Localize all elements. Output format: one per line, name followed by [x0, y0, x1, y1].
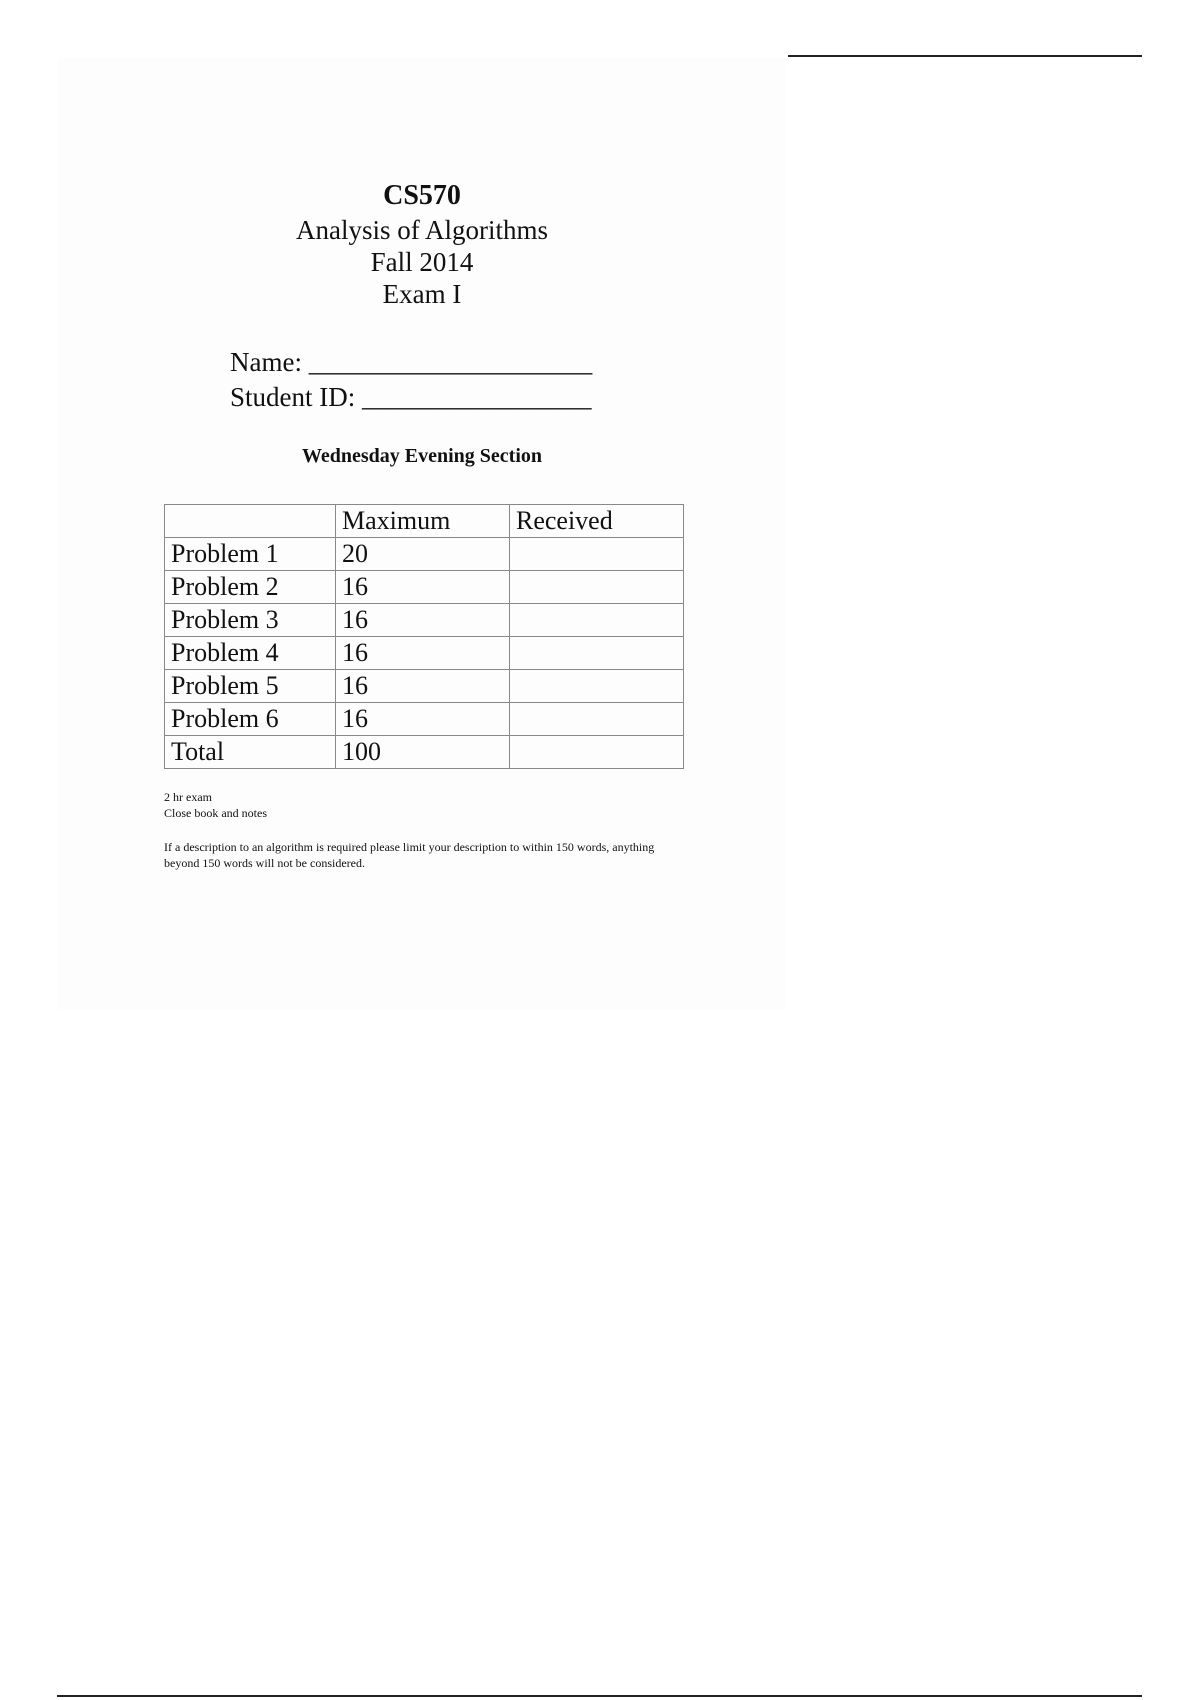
table-row-total	[165, 736, 684, 769]
student-info-fields	[230, 345, 592, 415]
problem-label: Problem 1	[165, 538, 336, 571]
header-cell-maximum: Maximum	[336, 505, 510, 538]
header-rule	[788, 55, 1142, 57]
name-field: Name: _____________________	[230, 347, 593, 377]
total-maximum: 100	[336, 736, 510, 769]
score-table	[164, 504, 684, 769]
received-score	[510, 703, 684, 736]
course-title: Analysis of Algorithms	[295, 215, 548, 245]
exam-title-block	[0, 178, 844, 310]
table-row	[165, 703, 684, 736]
footer-rule	[57, 1695, 1142, 1697]
materials-note: Close book and notes	[164, 806, 267, 820]
received-score	[510, 604, 684, 637]
course-code: CS570	[383, 180, 461, 211]
problem-label: Problem 6	[165, 703, 336, 736]
table-header-row	[165, 505, 684, 538]
header-cell-blank	[165, 505, 336, 538]
problem-label: Problem 5	[165, 670, 336, 703]
instructions-note: If a description to an algorithm is required please limit your description to within 150 words, anything beyond 150 words will not be considered.	[164, 840, 655, 870]
received-score	[510, 670, 684, 703]
total-received	[510, 736, 684, 769]
exam-notes	[164, 789, 664, 871]
table-row	[165, 670, 684, 703]
section-label: Wednesday Evening Section	[301, 445, 543, 467]
exam-name: Exam I	[382, 279, 462, 309]
maximum-score: 16	[336, 571, 510, 604]
term: Fall 2014	[370, 247, 474, 277]
problem-label: Problem 4	[165, 637, 336, 670]
duration-note: 2 hr exam	[164, 790, 212, 804]
header-cell-received: Received	[510, 505, 684, 538]
student-id-field: Student ID: _________________	[230, 382, 592, 412]
total-label: Total	[165, 736, 336, 769]
problem-label: Problem 2	[165, 571, 336, 604]
maximum-score: 16	[336, 670, 510, 703]
table-row	[165, 637, 684, 670]
received-score	[510, 538, 684, 571]
maximum-score: 16	[336, 703, 510, 736]
problem-label: Problem 3	[165, 604, 336, 637]
received-score	[510, 571, 684, 604]
maximum-score: 16	[336, 637, 510, 670]
received-score	[510, 637, 684, 670]
maximum-score: 20	[336, 538, 510, 571]
table-row	[165, 538, 684, 571]
maximum-score: 16	[336, 604, 510, 637]
table-row	[165, 571, 684, 604]
table-row	[165, 604, 684, 637]
